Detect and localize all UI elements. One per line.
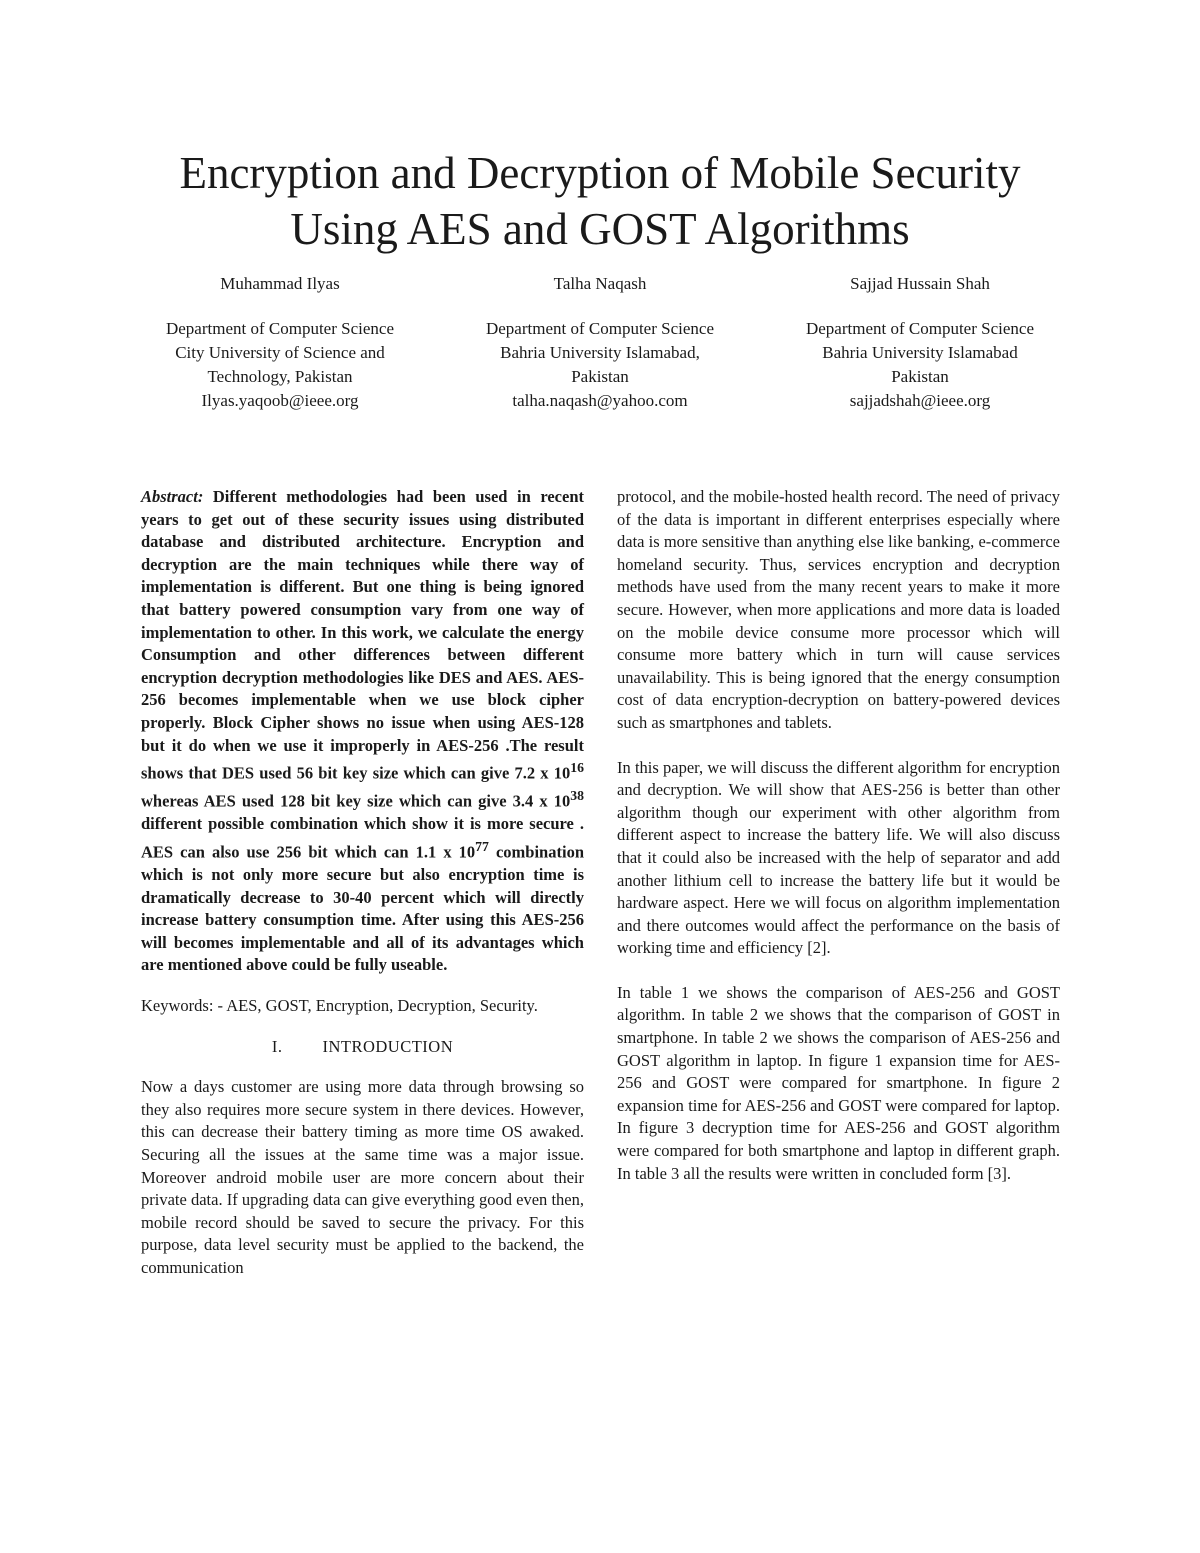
abstract-text: different possible combination which show it is more secure . AES can also use 256 bit which can 1.1 x 10	[141, 814, 584, 862]
title-line-2: Using AES and GOST Algorithms	[290, 204, 910, 254]
author-department: Department of Computer Science	[485, 319, 714, 338]
intro-paragraph: In this paper, we will discuss the different algorithm for encryption and decryption. We will show that AES-256 is better than other algorithm though our experiment with other algorithm from different aspect to increase the battery life. We will also discuss that it could also be increased with the help of separator and add another lithium cell to increase the battery life but it would be hardware aspect. Here we will focus on algorithm implementation and there outcomes would affect the performance on the basis of working time and efficiency [2].	[617, 757, 1060, 958]
author-affiliation: Bahria University Islamabad,	[500, 343, 700, 362]
author-affiliation: City University of Science and	[175, 343, 385, 362]
abstract	[141, 486, 584, 977]
section-heading	[141, 1036, 584, 1059]
author-affiliation: Technology, Pakistan	[207, 367, 353, 386]
intro-paragraph: In table 1 we shows the comparison of AES-256 and GOST algorithm. In table 2 we shows that the comparison of GOST in smartphone. In table 2 we shows the comparison of AES-256 and GOST algorithm in laptop. In figure 1 expansion time for AES-256 and GOST were compared for smartphone. In figure 2 expansion time for AES-256 and GOST were compared for laptop. In figure 3 decryption time for AES-256 and GOST algorithm were compared for both smartphone and laptop in different graph. In table 3 all the results were written in concluded form [3].	[617, 982, 1060, 1183]
author-department: Department of Computer Science	[805, 319, 1034, 338]
paper-title	[0, 145, 1200, 257]
author-name: Sajjad Hussain Shah	[850, 274, 990, 293]
abstract-label: Abstract:	[141, 487, 204, 506]
left-column	[141, 486, 584, 1280]
abstract-text: combination which is not only more secure but also encryption time is dramatically decrease to 30-40 percent which will directly increase battery consumption time. After using this AES-256 will becomes implementable and all of its advantages which are mentioned above could be fully useable.	[141, 842, 584, 975]
abstract-text: Different methodologies had been used in recent years to get out of these security issues using distributed database and distributed architecture. Encryption and decryption are the main techniques while there way of implementation is different. But one thing is being ignored that battery powered consumption vary from one way of implementation to other. In this work, we calculate the energy Consumption and other differences between different encryption decryption methodologies like DES and AES. AES-256 becomes implementable when we use block cipher properly. Block Cipher shows no issue when using AES-128 but it do when we use it improperly in AES-256 .The result shows that DES used 56 bit key size which can give 7.2 x 10	[141, 487, 584, 783]
author-email: talha.naqash@yahoo.com	[512, 391, 688, 410]
section-title: INTRODUCTION	[322, 1036, 454, 1056]
abstract-text: whereas AES used 128 bit key size which can give 3.4 x 10	[141, 791, 571, 811]
author-name: Talha Naqash	[553, 274, 647, 293]
section-number: I.	[271, 1036, 283, 1056]
author-block	[130, 272, 1070, 413]
abstract-exponent: 77	[475, 838, 489, 854]
author-3	[770, 272, 1070, 413]
author-affiliation: Bahria University Islamabad	[822, 343, 1018, 362]
abstract-exponent: 16	[570, 760, 584, 776]
author-2	[450, 272, 750, 413]
title-line-1: Encryption and Decryption of Mobile Security	[179, 148, 1021, 198]
author-affiliation: Pakistan	[891, 367, 949, 386]
abstract-exponent: 38	[570, 788, 584, 804]
intro-paragraph: Now a days customer are using more data through browsing so they also requires more secure system in there devices. However, this can decrease their battery timing as more time OS awaked. Securing all the issues at the same time was a major issue. Moreover android mobile user are more concern about their private data. If upgrading data can give everything good even then, mobile record should be saved to secure the privacy. For this purpose, data level security must be applied to the backend, the communication	[141, 1077, 584, 1277]
keywords: Keywords: - AES, GOST, Encryption, Decryption, Security.	[141, 995, 538, 1015]
author-department: Department of Computer Science	[165, 319, 394, 338]
author-name: Muhammad Ilyas	[220, 274, 340, 293]
author-email: sajjadshah@ieee.org	[849, 391, 991, 410]
author-1	[130, 272, 430, 413]
intro-paragraph-continued: protocol, and the mobile-hosted health record. The need of privacy of the data is important in different enterprises especially where data is more sensitive than anything else like banking, e-commerce homeland security. Thus, services encryption and decryption methods have used from the many recent years to make it more secure. However, when more applications and more data is loaded on the mobile device consume more processor which will consume more battery which in turn will cause services unavailability. This is being ignored that the energy consumption cost of data encryption-decryption on battery-powered devices such as smartphones and tablets.	[617, 487, 1060, 732]
author-email: Ilyas.yaqoob@ieee.org	[201, 391, 359, 410]
right-column	[617, 486, 1060, 1185]
author-affiliation: Pakistan	[571, 367, 629, 386]
